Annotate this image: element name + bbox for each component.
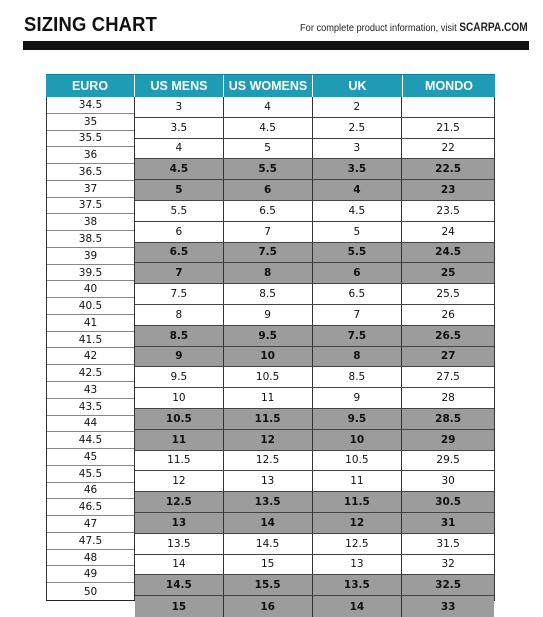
uk-cell: 12 xyxy=(313,513,403,533)
us-mens-cell: 15 xyxy=(135,596,224,617)
us-womens-cell: 9.5 xyxy=(224,326,313,346)
table-row xyxy=(135,596,494,617)
us-mens-cell: 9.5 xyxy=(135,367,224,387)
uk-cell: 8 xyxy=(313,347,403,367)
us-mens-cell: 11 xyxy=(135,430,224,450)
euro-cell: 36.5 xyxy=(47,164,134,181)
us-womens-cell: 13.5 xyxy=(224,492,313,512)
us-mens-cell: 8 xyxy=(135,305,224,325)
uk-cell: 13.5 xyxy=(313,575,403,595)
table-row xyxy=(135,575,494,596)
table-row xyxy=(135,534,494,555)
uk-cell: 6.5 xyxy=(313,284,403,304)
euro-cell: 40 xyxy=(47,281,134,298)
uk-cell: 6 xyxy=(313,263,403,283)
euro-column xyxy=(46,97,135,600)
euro-cell: 50 xyxy=(83,585,98,598)
product-info-note xyxy=(300,22,528,34)
uk-cell: 9.5 xyxy=(313,409,403,429)
mondo-cell: 23 xyxy=(440,184,456,197)
us-mens-cell: 6 xyxy=(135,222,224,242)
mondo-cell: 32 xyxy=(441,558,455,571)
mondo-cell: 26.5 xyxy=(435,329,462,342)
uk-cell: 2.5 xyxy=(313,118,403,138)
us-womens-cell: 11 xyxy=(224,388,313,408)
us-mens-cell: 3.5 xyxy=(135,118,224,138)
table-row xyxy=(135,118,494,139)
column-header-uk: UK xyxy=(313,75,403,97)
mondo-cell: 24 xyxy=(441,225,455,238)
table-row xyxy=(135,492,494,513)
us-womens-cell: 13 xyxy=(224,471,313,491)
table-body xyxy=(46,97,495,613)
table-row xyxy=(135,388,494,409)
column-header-mondo: MONDO xyxy=(425,79,473,93)
mondo-cell xyxy=(402,97,494,117)
euro-cell: 43.5 xyxy=(47,399,134,416)
euro-cell: 41 xyxy=(47,315,134,332)
us-mens-cell: 12.5 xyxy=(135,492,224,512)
column-header-us-mens: US MENS xyxy=(135,75,224,97)
note-text: For complete product information, visit xyxy=(300,22,458,34)
euro-cell: 43 xyxy=(47,382,134,399)
table-row xyxy=(135,139,494,160)
uk-cell: 12.5 xyxy=(313,534,403,554)
us-womens-cell: 6 xyxy=(224,180,313,200)
table-row xyxy=(135,159,494,180)
euro-cell: 38.5 xyxy=(47,231,134,248)
uk-cell: 8.5 xyxy=(313,367,403,387)
euro-cell: 47.5 xyxy=(47,533,134,550)
us-mens-cell: 8.5 xyxy=(135,326,224,346)
table-header xyxy=(46,74,495,97)
us-mens-cell: 13 xyxy=(135,513,224,533)
us-mens-cell: 7.5 xyxy=(135,284,224,304)
mondo-cell: 31 xyxy=(440,516,456,529)
uk-cell: 2 xyxy=(313,97,403,117)
column-header-us-womens: US WOMENS xyxy=(224,75,313,97)
mondo-cell: 22.5 xyxy=(435,163,462,176)
uk-cell: 4 xyxy=(313,180,403,200)
mondo-cell: 27.5 xyxy=(436,371,460,384)
euro-cell: 44 xyxy=(47,416,134,433)
us-mens-cell: 13.5 xyxy=(135,534,224,554)
us-mens-cell: 14 xyxy=(135,555,224,575)
uk-cell: 5 xyxy=(313,222,403,242)
mondo-cell: 31.5 xyxy=(436,537,460,550)
table-row xyxy=(135,284,494,305)
uk-cell: 9 xyxy=(313,388,403,408)
mondo-cell: 30.5 xyxy=(435,496,462,509)
mondo-cell: 27 xyxy=(440,350,456,363)
euro-cell: 44.5 xyxy=(47,432,134,449)
euro-cell: 41.5 xyxy=(47,332,134,349)
table-row xyxy=(135,367,494,388)
uk-cell: 4.5 xyxy=(313,201,403,221)
mondo-cell: 26 xyxy=(441,308,455,321)
mondo-cell: 25 xyxy=(440,267,456,280)
euro-cell: 38 xyxy=(47,214,134,231)
euro-cell: 42 xyxy=(47,348,134,365)
mondo-cell: 21.5 xyxy=(436,121,460,134)
header-rule xyxy=(23,41,529,50)
uk-cell: 14 xyxy=(313,596,403,617)
uk-cell: 11.5 xyxy=(313,492,403,512)
euro-cell: 36 xyxy=(47,147,134,164)
mondo-cell: 32.5 xyxy=(435,579,462,592)
us-womens-cell: 7.5 xyxy=(224,243,313,263)
mondo-cell: 28 xyxy=(441,392,455,405)
mondo-cell: 33 xyxy=(440,600,456,613)
us-womens-cell: 10.5 xyxy=(224,367,313,387)
table-row xyxy=(135,513,494,534)
us-mens-cell: 10.5 xyxy=(135,409,224,429)
us-womens-cell: 11.5 xyxy=(224,409,313,429)
us-mens-cell: 14.5 xyxy=(135,575,224,595)
us-womens-cell: 12 xyxy=(224,430,313,450)
euro-cell: 47 xyxy=(47,516,134,533)
us-womens-cell: 7 xyxy=(224,222,313,242)
euro-cell: 39.5 xyxy=(47,265,134,282)
us-womens-cell: 4.5 xyxy=(224,118,313,138)
us-mens-cell: 10 xyxy=(135,388,224,408)
us-womens-cell: 8.5 xyxy=(224,284,313,304)
table-row xyxy=(135,97,494,118)
mondo-cell: 23.5 xyxy=(436,204,460,217)
us-womens-cell: 15 xyxy=(224,555,313,575)
euro-cell: 46 xyxy=(47,483,134,500)
uk-cell: 3.5 xyxy=(313,159,403,179)
page-title: SIZING CHART xyxy=(24,14,158,36)
euro-cell: 35.5 xyxy=(47,131,134,148)
us-mens-cell: 6.5 xyxy=(135,243,224,263)
uk-cell: 10.5 xyxy=(313,451,403,471)
mondo-cell: 29 xyxy=(440,433,456,446)
table-row xyxy=(135,326,494,347)
us-mens-cell: 4.5 xyxy=(135,159,224,179)
uk-cell: 13 xyxy=(313,555,403,575)
mondo-cell: 29.5 xyxy=(436,454,460,467)
table-row xyxy=(135,263,494,284)
uk-cell: 3 xyxy=(313,139,403,159)
us-womens-cell: 10 xyxy=(224,347,313,367)
us-mens-cell: 3 xyxy=(135,97,224,117)
mondo-cell: 28.5 xyxy=(435,412,462,425)
table-row xyxy=(135,347,494,368)
table-row xyxy=(135,180,494,201)
euro-cell: 39 xyxy=(47,248,134,265)
us-womens-cell: 8 xyxy=(224,263,313,283)
uk-cell: 7.5 xyxy=(313,326,403,346)
us-womens-cell: 6.5 xyxy=(224,201,313,221)
uk-cell: 11 xyxy=(313,471,403,491)
us-mens-cell: 5.5 xyxy=(135,201,224,221)
euro-cell: 37 xyxy=(47,181,134,198)
euro-cell: 46.5 xyxy=(47,499,134,516)
euro-cell: 48 xyxy=(47,550,134,567)
us-womens-cell: 12.5 xyxy=(224,451,313,471)
us-womens-cell: 15.5 xyxy=(224,575,313,595)
us-mens-cell: 7 xyxy=(135,263,224,283)
euro-cell: 40.5 xyxy=(47,298,134,315)
euro-cell: 49 xyxy=(47,566,134,583)
mondo-cell: 30 xyxy=(441,475,455,488)
mondo-cell: 25.5 xyxy=(436,288,460,301)
mondo-cell: 24.5 xyxy=(435,246,462,259)
table-row xyxy=(135,409,494,430)
table-row xyxy=(135,201,494,222)
us-womens-cell: 14.5 xyxy=(224,534,313,554)
column-header-euro: EURO xyxy=(46,75,135,97)
us-mens-cell: 9 xyxy=(135,347,224,367)
euro-cell: 45 xyxy=(47,449,134,466)
uk-cell: 5.5 xyxy=(313,243,403,263)
euro-cell: 37.5 xyxy=(47,198,134,215)
sizing-table xyxy=(46,74,495,613)
us-womens-cell: 16 xyxy=(224,596,313,617)
euro-cell: 42.5 xyxy=(47,365,134,382)
table-row xyxy=(135,430,494,451)
table-row xyxy=(135,243,494,264)
size-conversion-rows xyxy=(135,97,495,613)
us-womens-cell: 4 xyxy=(224,97,313,117)
us-mens-cell: 5 xyxy=(135,180,224,200)
table-row xyxy=(135,305,494,326)
table-row xyxy=(135,222,494,243)
mondo-cell: 22 xyxy=(441,142,455,155)
us-mens-cell: 4 xyxy=(135,139,224,159)
euro-cell: 34.5 xyxy=(47,97,134,114)
us-womens-cell: 5.5 xyxy=(224,159,313,179)
brand-link[interactable]: SCARPA.COM xyxy=(459,22,528,34)
table-row xyxy=(135,471,494,492)
uk-cell: 10 xyxy=(313,430,403,450)
uk-cell: 7 xyxy=(313,305,403,325)
us-mens-cell: 11.5 xyxy=(135,451,224,471)
table-row xyxy=(135,555,494,576)
euro-cell: 35 xyxy=(47,114,134,131)
us-womens-cell: 14 xyxy=(224,513,313,533)
table-row xyxy=(135,451,494,472)
us-mens-cell: 12 xyxy=(135,471,224,491)
us-womens-cell: 5 xyxy=(224,139,313,159)
euro-cell: 45.5 xyxy=(47,466,134,483)
us-womens-cell: 9 xyxy=(224,305,313,325)
